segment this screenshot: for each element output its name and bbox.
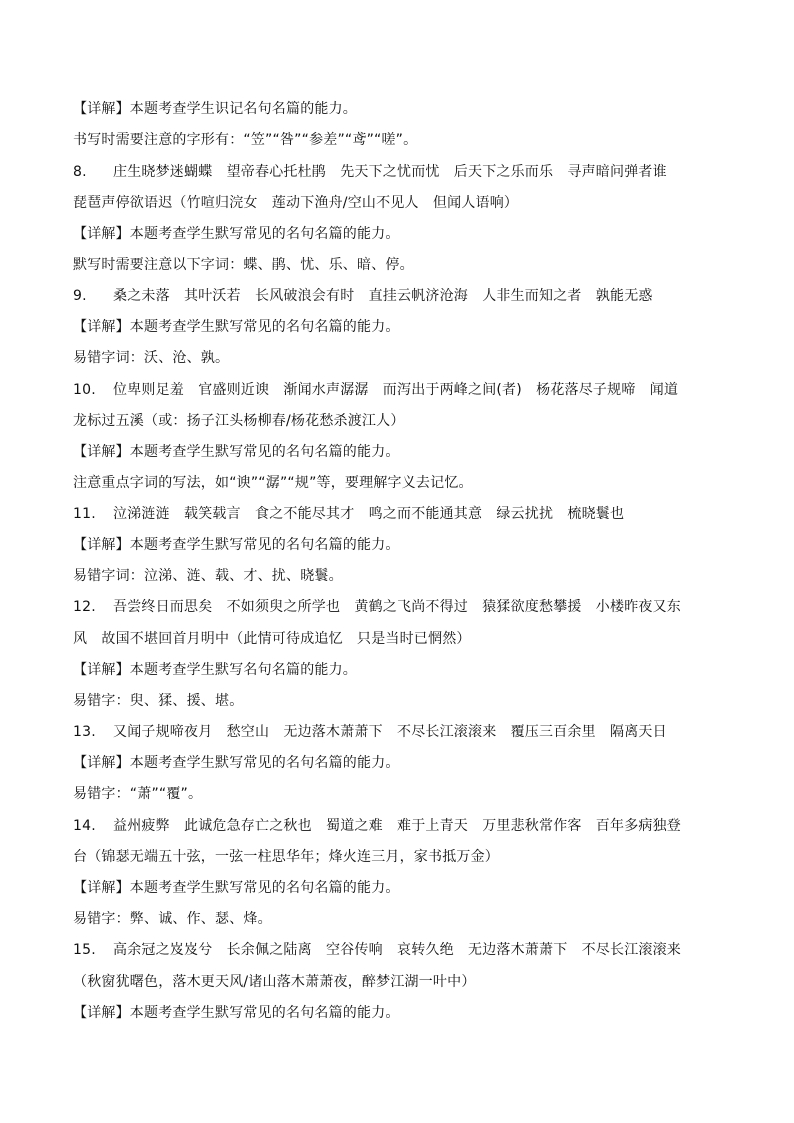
answer-13	[73, 723, 733, 741]
answer-number: 14.	[73, 818, 96, 834]
line-2: 书写时需要注意的字形有：“笠”“咎”“参差”“鸢”“嗟”。	[73, 132, 418, 148]
line-8: 【详解】本题考查学生默写常见的名句名篇的能力。	[73, 319, 400, 335]
answer-11	[73, 505, 733, 523]
line-4: 琵琶声停欲语迟（竹喧归浣女 莲动下渔舟/空山不见人 但闻人语响）	[73, 195, 519, 211]
answer-number: 11.	[73, 506, 96, 522]
answer-text: 益州疲弊 此诚危急存亡之秋也 蜀道之难 难于上青天 万里悲秋常作客 百年多病独登	[113, 818, 681, 834]
line-29: （秋窗犹曙色，落木更天风/诸山落木萧萧夜，醉梦江湖一叶中）	[73, 974, 476, 990]
answer-text: 高余冠之岌岌兮 长余佩之陆离 空谷传响 哀转久绝 无边落木萧萧下 不尽长江滚滚来	[113, 942, 681, 958]
answer-number: 9.	[73, 288, 87, 304]
line-19: 【详解】本题考查学生默写名句名篇的能力。	[73, 662, 357, 678]
line-5: 【详解】本题考查学生默写常见的名句名篇的能力。	[73, 226, 400, 242]
answer-number: 13.	[73, 724, 96, 740]
line-13: 注意重点字词的写法，如“谀”“潺”“规”等，要理解字义去记忆。	[73, 475, 473, 491]
line-27: 易错字：弊、诚、作、瑟、烽。	[73, 911, 272, 927]
line-25: 台（锦瑟无端五十弦，一弦一柱思华年；烽火连三月，家书抵万金）	[73, 849, 499, 865]
line-12: 【详解】本题考查学生默写常见的名句名篇的能力。	[73, 444, 400, 460]
answer-text: 又闻子规啼夜月 愁空山 无边落木萧萧下 不尽长江滚滚来 覆压三百余里 隔离天日	[113, 724, 667, 740]
answer-text: 庄生晓梦迷蝴蝶 望帝春心托杜鹃 先天下之忧而忧 后天下之乐而乐 寻声暗问弹者谁	[113, 164, 667, 180]
line-6: 默写时需要注意以下字词：蝶、鹃、忧、乐、暗、停。	[73, 257, 414, 273]
answer-text: 泣涕涟涟 载笑载言 食之不能尽其才 鸣之而不能通其意 绿云扰扰 梳晓鬟也	[113, 506, 625, 522]
answer-10	[73, 381, 733, 399]
answer-15	[73, 941, 733, 959]
line-9: 易错字词：沃、沧、孰。	[73, 350, 230, 366]
answer-12	[73, 598, 733, 616]
answer-text: 吾尝终日而思矣 不如须臾之所学也 黄鹤之飞尚不得过 猿猱欲度愁攀援 小楼昨夜又东	[113, 599, 681, 615]
line-15: 【详解】本题考查学生默写常见的名句名篇的能力。	[73, 537, 400, 553]
answer-8	[73, 163, 733, 181]
line-18: 风 故国不堪回首月明中（此情可待成追忆 只是当时已惘然）	[73, 631, 471, 647]
answer-number: 15.	[73, 942, 96, 958]
answer-number: 10.	[73, 382, 96, 398]
answer-text: 桑之未落 其叶沃若 长风破浪会有时 直挂云帆济沧海 人非生而知之者 孰能无惑	[113, 288, 653, 304]
line-22: 【详解】本题考查学生默写常见的名句名篇的能力。	[73, 755, 400, 771]
line-26: 【详解】本题考查学生默写常见的名句名篇的能力。	[73, 880, 400, 896]
answer-text: 位卑则足羞 官盛则近谀 渐闻水声潺潺 而泻出于两峰之间(者) 杨花落尽子规啼 闻道	[113, 382, 679, 398]
line-11: 龙标过五溪（或：扬子江头杨柳春/杨花愁杀渡江人）	[73, 413, 405, 429]
line-20: 易错字：臾、猱、援、堪。	[73, 693, 244, 709]
answer-9	[73, 287, 733, 305]
answer-number: 12.	[73, 599, 96, 615]
line-1: 【详解】本题考查学生识记名句名篇的能力。	[73, 101, 357, 117]
line-23: 易错字：“萧”“覆”。	[73, 786, 203, 802]
line-30: 【详解】本题考查学生默写常见的名句名篇的能力。	[73, 1005, 400, 1021]
line-16: 易错字词：泣涕、涟、载、才、扰、晓鬟。	[73, 568, 343, 584]
answer-number: 8.	[73, 164, 87, 180]
answer-14	[73, 817, 733, 835]
